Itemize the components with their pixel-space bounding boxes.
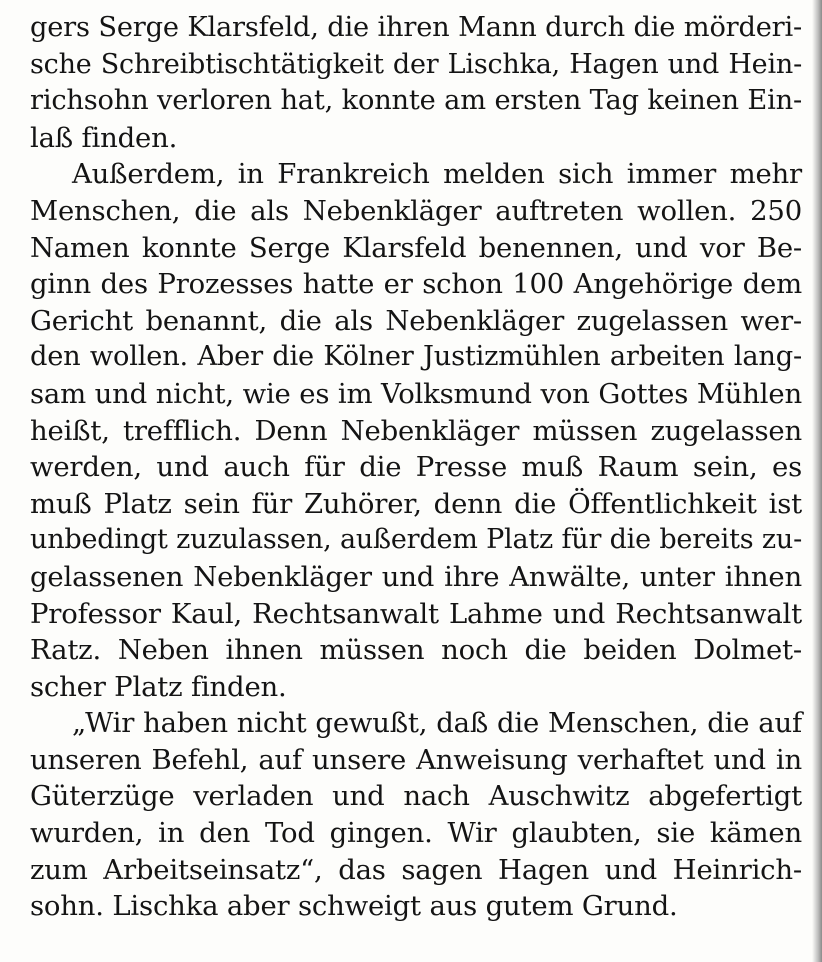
text-line: Professor Kaul, Rechtsanwalt Lahme und Rechtsanwalt: [30, 597, 802, 630]
text-line: laß finden.: [30, 121, 178, 154]
text-line: Ratz. Neben ihnen müssen noch die beiden Dolmet-: [30, 634, 802, 667]
text-line: wurden, in den Tod gingen. Wir glaubten, sie kämen: [30, 817, 802, 850]
text-line: gelassenen Nebenkläger und ihre Anwälte, unter ihnen: [30, 560, 802, 593]
page-edge-shadow: [812, 0, 822, 962]
text-line: den wollen. Aber die Kölner Justizmühlen arbeiten lang-: [30, 341, 802, 373]
text-line: richsohn verloren hat, konnte am ersten Tag keinen Ein-: [30, 85, 802, 117]
text-line: sohn. Lischka aber schweigt aus gutem Grund.: [30, 890, 678, 923]
text-line: ginn des Prozesses hatte er schon 100 Angehörige dem: [30, 268, 802, 301]
text-line: Güterzüge verladen und nach Auschwitz abgefertigt: [30, 780, 802, 813]
text-line: scher Platz finden.: [30, 670, 287, 703]
text-line: sam und nicht, wie es im Volksmund von Gottes Mühlen: [30, 377, 802, 410]
body-text: [30, 10, 802, 925]
text-line: werden, und auch für die Presse muß Raum sein, es: [30, 451, 802, 484]
text-line: unbedingt zuzulassen, außerdem Platz für die bereits zu-: [30, 524, 802, 556]
text-line: „Wir haben nicht gewußt, daß die Menschen, die auf: [72, 707, 802, 740]
text-line: sche Schreibtischtätigkeit der Lischka, Hagen und Hein-: [30, 48, 802, 80]
text-line: gers Serge Klarsfeld, die ihren Mann durch die mörderi-: [30, 12, 802, 43]
text-line: muß Platz sein für Zuhörer, denn die Öffentlichkeit ist: [30, 487, 802, 520]
text-line: zum Arbeitseinsatz“, das sagen Hagen und Heinrich-: [30, 853, 802, 886]
text-line: heißt, trefflich. Denn Nebenkläger müssen zugelassen: [30, 414, 802, 447]
text-line: Namen konnte Serge Klarsfeld benennen, und vor Be-: [30, 231, 802, 264]
text-line: Menschen, die als Nebenkläger auftreten wollen. 250: [30, 194, 802, 227]
text-line: Gericht benannt, die als Nebenkläger zugelassen wer-: [30, 304, 802, 337]
text-line: Außerdem, in Frankreich melden sich immer mehr: [72, 158, 802, 191]
text-line: unseren Befehl, auf unsere Anweisung verhaftet und in: [30, 743, 802, 776]
